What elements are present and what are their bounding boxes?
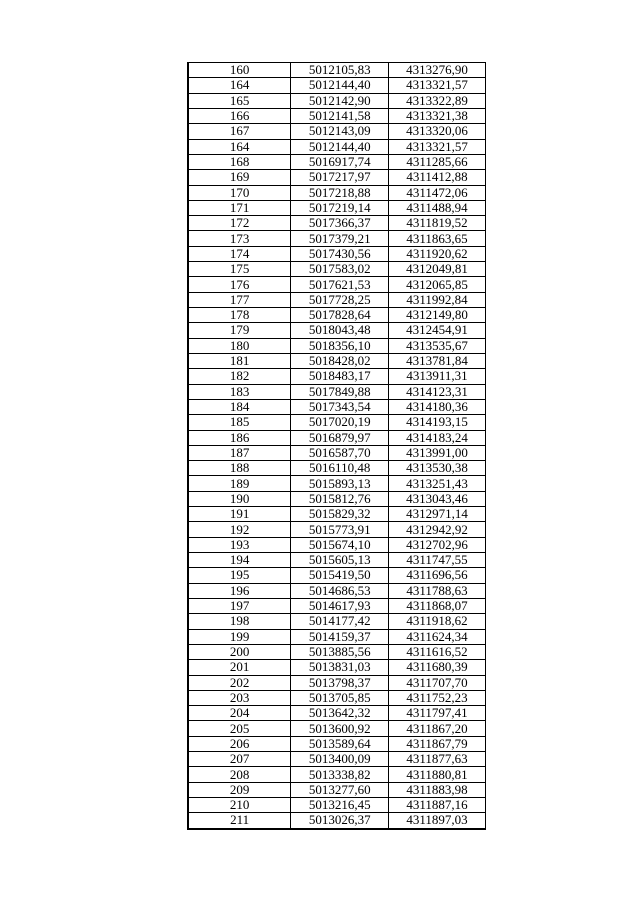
x-coordinate-cell: 5015419,50 bbox=[291, 568, 389, 583]
point-number-cell: 190 bbox=[188, 491, 291, 506]
x-coordinate-cell: 5017020,19 bbox=[291, 415, 389, 430]
point-number-cell: 189 bbox=[188, 476, 291, 491]
table-row bbox=[188, 415, 486, 430]
point-number-cell: 172 bbox=[188, 216, 291, 231]
table-row bbox=[188, 78, 486, 93]
y-coordinate-cell: 4313321,38 bbox=[389, 108, 486, 123]
point-number-cell: 178 bbox=[188, 308, 291, 323]
x-coordinate-cell: 5018043,48 bbox=[291, 323, 389, 338]
x-coordinate-cell: 5017430,56 bbox=[291, 246, 389, 261]
point-number-cell: 208 bbox=[188, 767, 291, 782]
y-coordinate-cell: 4311887,16 bbox=[389, 798, 486, 813]
y-coordinate-cell: 4311918,62 bbox=[389, 614, 486, 629]
table-row bbox=[188, 323, 486, 338]
table-row bbox=[188, 308, 486, 323]
x-coordinate-cell: 5015812,76 bbox=[291, 491, 389, 506]
x-coordinate-cell: 5012141,58 bbox=[291, 108, 389, 123]
point-number-cell: 179 bbox=[188, 323, 291, 338]
x-coordinate-cell: 5018356,10 bbox=[291, 338, 389, 353]
x-coordinate-cell: 5018483,17 bbox=[291, 369, 389, 384]
x-coordinate-cell: 5012142,90 bbox=[291, 93, 389, 108]
point-number-cell: 204 bbox=[188, 706, 291, 721]
table-row bbox=[188, 736, 486, 751]
table-row bbox=[188, 384, 486, 399]
y-coordinate-cell: 4313251,43 bbox=[389, 476, 486, 491]
y-coordinate-cell: 4311412,88 bbox=[389, 170, 486, 185]
y-coordinate-cell: 4312971,14 bbox=[389, 507, 486, 522]
table-row bbox=[188, 353, 486, 368]
point-number-cell: 166 bbox=[188, 108, 291, 123]
table-row bbox=[188, 782, 486, 797]
point-number-cell: 176 bbox=[188, 277, 291, 292]
point-number-cell: 186 bbox=[188, 430, 291, 445]
point-number-cell: 193 bbox=[188, 537, 291, 552]
x-coordinate-cell: 5017366,37 bbox=[291, 216, 389, 231]
y-coordinate-cell: 4313043,46 bbox=[389, 491, 486, 506]
x-coordinate-cell: 5013277,60 bbox=[291, 782, 389, 797]
point-number-cell: 197 bbox=[188, 598, 291, 613]
y-coordinate-cell: 4311696,56 bbox=[389, 568, 486, 583]
point-number-cell: 169 bbox=[188, 170, 291, 185]
point-number-cell: 198 bbox=[188, 614, 291, 629]
x-coordinate-cell: 5012105,83 bbox=[291, 63, 389, 78]
point-number-cell: 195 bbox=[188, 568, 291, 583]
x-coordinate-cell: 5013798,37 bbox=[291, 675, 389, 690]
x-coordinate-cell: 5016917,74 bbox=[291, 154, 389, 169]
x-coordinate-cell: 5015773,91 bbox=[291, 522, 389, 537]
y-coordinate-cell: 4313530,38 bbox=[389, 461, 486, 476]
point-number-cell: 207 bbox=[188, 752, 291, 767]
point-number-cell: 171 bbox=[188, 200, 291, 215]
table-row bbox=[188, 507, 486, 522]
table-row bbox=[188, 461, 486, 476]
table-row bbox=[188, 721, 486, 736]
point-number-cell: 194 bbox=[188, 553, 291, 568]
point-number-cell: 168 bbox=[188, 154, 291, 169]
point-number-cell: 185 bbox=[188, 415, 291, 430]
table-row bbox=[188, 216, 486, 231]
table-row bbox=[188, 231, 486, 246]
x-coordinate-cell: 5017728,25 bbox=[291, 292, 389, 307]
y-coordinate-cell: 4311707,70 bbox=[389, 675, 486, 690]
x-coordinate-cell: 5013338,82 bbox=[291, 767, 389, 782]
table-row bbox=[188, 675, 486, 690]
x-coordinate-cell: 5013885,56 bbox=[291, 644, 389, 659]
y-coordinate-cell: 4311616,52 bbox=[389, 644, 486, 659]
y-coordinate-cell: 4311752,23 bbox=[389, 690, 486, 705]
point-number-cell: 199 bbox=[188, 629, 291, 644]
point-number-cell: 183 bbox=[188, 384, 291, 399]
x-coordinate-cell: 5016879,97 bbox=[291, 430, 389, 445]
x-coordinate-cell: 5013026,37 bbox=[291, 813, 389, 829]
x-coordinate-cell: 5015893,13 bbox=[291, 476, 389, 491]
table-row bbox=[188, 170, 486, 185]
x-coordinate-cell: 5017219,14 bbox=[291, 200, 389, 215]
y-coordinate-cell: 4313321,57 bbox=[389, 78, 486, 93]
table-row bbox=[188, 445, 486, 460]
y-coordinate-cell: 4312702,96 bbox=[389, 537, 486, 552]
y-coordinate-cell: 4311819,52 bbox=[389, 216, 486, 231]
table-row bbox=[188, 139, 486, 154]
y-coordinate-cell: 4311897,03 bbox=[389, 813, 486, 829]
x-coordinate-cell: 5014617,93 bbox=[291, 598, 389, 613]
x-coordinate-cell: 5012144,40 bbox=[291, 78, 389, 93]
point-number-cell: 196 bbox=[188, 583, 291, 598]
table-row bbox=[188, 537, 486, 552]
table-row bbox=[188, 660, 486, 675]
table-row bbox=[188, 813, 486, 829]
table-row bbox=[188, 200, 486, 215]
y-coordinate-cell: 4312454,91 bbox=[389, 323, 486, 338]
table-row bbox=[188, 798, 486, 813]
x-coordinate-cell: 5012143,09 bbox=[291, 124, 389, 139]
table-row bbox=[188, 522, 486, 537]
table-row bbox=[188, 154, 486, 169]
x-coordinate-cell: 5013589,64 bbox=[291, 736, 389, 751]
y-coordinate-cell: 4311883,98 bbox=[389, 782, 486, 797]
point-number-cell: 181 bbox=[188, 353, 291, 368]
table-row bbox=[188, 93, 486, 108]
coordinates-table-body bbox=[188, 63, 486, 829]
x-coordinate-cell: 5014177,42 bbox=[291, 614, 389, 629]
x-coordinate-cell: 5013705,85 bbox=[291, 690, 389, 705]
x-coordinate-cell: 5017583,02 bbox=[291, 262, 389, 277]
table-row bbox=[188, 338, 486, 353]
y-coordinate-cell: 4311877,63 bbox=[389, 752, 486, 767]
y-coordinate-cell: 4311863,65 bbox=[389, 231, 486, 246]
x-coordinate-cell: 5017828,64 bbox=[291, 308, 389, 323]
x-coordinate-cell: 5017218,88 bbox=[291, 185, 389, 200]
y-coordinate-cell: 4313320,06 bbox=[389, 124, 486, 139]
point-number-cell: 160 bbox=[188, 63, 291, 78]
y-coordinate-cell: 4311472,06 bbox=[389, 185, 486, 200]
table-row bbox=[188, 63, 486, 78]
table-row bbox=[188, 277, 486, 292]
point-number-cell: 164 bbox=[188, 139, 291, 154]
y-coordinate-cell: 4313781,84 bbox=[389, 353, 486, 368]
point-number-cell: 210 bbox=[188, 798, 291, 813]
y-coordinate-cell: 4313321,57 bbox=[389, 139, 486, 154]
point-number-cell: 191 bbox=[188, 507, 291, 522]
x-coordinate-cell: 5012144,40 bbox=[291, 139, 389, 154]
table-row bbox=[188, 399, 486, 414]
point-number-cell: 200 bbox=[188, 644, 291, 659]
x-coordinate-cell: 5013642,32 bbox=[291, 706, 389, 721]
y-coordinate-cell: 4312149,80 bbox=[389, 308, 486, 323]
y-coordinate-cell: 4311880,81 bbox=[389, 767, 486, 782]
table-row bbox=[188, 614, 486, 629]
y-coordinate-cell: 4313991,00 bbox=[389, 445, 486, 460]
point-number-cell: 209 bbox=[188, 782, 291, 797]
y-coordinate-cell: 4314193,15 bbox=[389, 415, 486, 430]
x-coordinate-cell: 5015605,13 bbox=[291, 553, 389, 568]
y-coordinate-cell: 4311867,79 bbox=[389, 736, 486, 751]
point-number-cell: 175 bbox=[188, 262, 291, 277]
y-coordinate-cell: 4311680,39 bbox=[389, 660, 486, 675]
table-row bbox=[188, 124, 486, 139]
point-number-cell: 182 bbox=[188, 369, 291, 384]
table-row bbox=[188, 491, 486, 506]
y-coordinate-cell: 4311488,94 bbox=[389, 200, 486, 215]
y-coordinate-cell: 4312065,85 bbox=[389, 277, 486, 292]
table-row bbox=[188, 246, 486, 261]
table-row bbox=[188, 185, 486, 200]
x-coordinate-cell: 5013216,45 bbox=[291, 798, 389, 813]
x-coordinate-cell: 5013400,09 bbox=[291, 752, 389, 767]
x-coordinate-cell: 5014686,53 bbox=[291, 583, 389, 598]
point-number-cell: 202 bbox=[188, 675, 291, 690]
table-row bbox=[188, 476, 486, 491]
table-row bbox=[188, 706, 486, 721]
x-coordinate-cell: 5017849,88 bbox=[291, 384, 389, 399]
table-row bbox=[188, 553, 486, 568]
y-coordinate-cell: 4311868,07 bbox=[389, 598, 486, 613]
x-coordinate-cell: 5018428,02 bbox=[291, 353, 389, 368]
table-row bbox=[188, 767, 486, 782]
x-coordinate-cell: 5017217,97 bbox=[291, 170, 389, 185]
coordinates-table bbox=[187, 62, 486, 830]
x-coordinate-cell: 5013831,03 bbox=[291, 660, 389, 675]
x-coordinate-cell: 5017621,53 bbox=[291, 277, 389, 292]
point-number-cell: 165 bbox=[188, 93, 291, 108]
point-number-cell: 164 bbox=[188, 78, 291, 93]
point-number-cell: 184 bbox=[188, 399, 291, 414]
x-coordinate-cell: 5015674,10 bbox=[291, 537, 389, 552]
point-number-cell: 192 bbox=[188, 522, 291, 537]
y-coordinate-cell: 4312049,81 bbox=[389, 262, 486, 277]
table-row bbox=[188, 430, 486, 445]
table-row bbox=[188, 292, 486, 307]
y-coordinate-cell: 4311624,34 bbox=[389, 629, 486, 644]
table-row bbox=[188, 262, 486, 277]
point-number-cell: 170 bbox=[188, 185, 291, 200]
point-number-cell: 180 bbox=[188, 338, 291, 353]
table-row bbox=[188, 568, 486, 583]
y-coordinate-cell: 4311867,20 bbox=[389, 721, 486, 736]
point-number-cell: 167 bbox=[188, 124, 291, 139]
x-coordinate-cell: 5014159,37 bbox=[291, 629, 389, 644]
y-coordinate-cell: 4314183,24 bbox=[389, 430, 486, 445]
y-coordinate-cell: 4313911,31 bbox=[389, 369, 486, 384]
y-coordinate-cell: 4311797,41 bbox=[389, 706, 486, 721]
y-coordinate-cell: 4311788,63 bbox=[389, 583, 486, 598]
y-coordinate-cell: 4311992,84 bbox=[389, 292, 486, 307]
x-coordinate-cell: 5017379,21 bbox=[291, 231, 389, 246]
x-coordinate-cell: 5015829,32 bbox=[291, 507, 389, 522]
point-number-cell: 203 bbox=[188, 690, 291, 705]
y-coordinate-cell: 4313322,89 bbox=[389, 93, 486, 108]
point-number-cell: 205 bbox=[188, 721, 291, 736]
x-coordinate-cell: 5013600,92 bbox=[291, 721, 389, 736]
y-coordinate-cell: 4311285,66 bbox=[389, 154, 486, 169]
point-number-cell: 174 bbox=[188, 246, 291, 261]
x-coordinate-cell: 5016587,70 bbox=[291, 445, 389, 460]
y-coordinate-cell: 4311747,55 bbox=[389, 553, 486, 568]
y-coordinate-cell: 4314180,36 bbox=[389, 399, 486, 414]
y-coordinate-cell: 4312942,92 bbox=[389, 522, 486, 537]
table-row bbox=[188, 629, 486, 644]
point-number-cell: 211 bbox=[188, 813, 291, 829]
x-coordinate-cell: 5017343,54 bbox=[291, 399, 389, 414]
y-coordinate-cell: 4311920,62 bbox=[389, 246, 486, 261]
point-number-cell: 177 bbox=[188, 292, 291, 307]
table-row bbox=[188, 369, 486, 384]
table-row bbox=[188, 690, 486, 705]
y-coordinate-cell: 4313276,90 bbox=[389, 63, 486, 78]
point-number-cell: 206 bbox=[188, 736, 291, 751]
table-row bbox=[188, 598, 486, 613]
table-row bbox=[188, 752, 486, 767]
table-row bbox=[188, 108, 486, 123]
x-coordinate-cell: 5016110,48 bbox=[291, 461, 389, 476]
table-row bbox=[188, 583, 486, 598]
y-coordinate-cell: 4314123,31 bbox=[389, 384, 486, 399]
point-number-cell: 201 bbox=[188, 660, 291, 675]
y-coordinate-cell: 4313535,67 bbox=[389, 338, 486, 353]
table-row bbox=[188, 644, 486, 659]
point-number-cell: 188 bbox=[188, 461, 291, 476]
point-number-cell: 173 bbox=[188, 231, 291, 246]
point-number-cell: 187 bbox=[188, 445, 291, 460]
